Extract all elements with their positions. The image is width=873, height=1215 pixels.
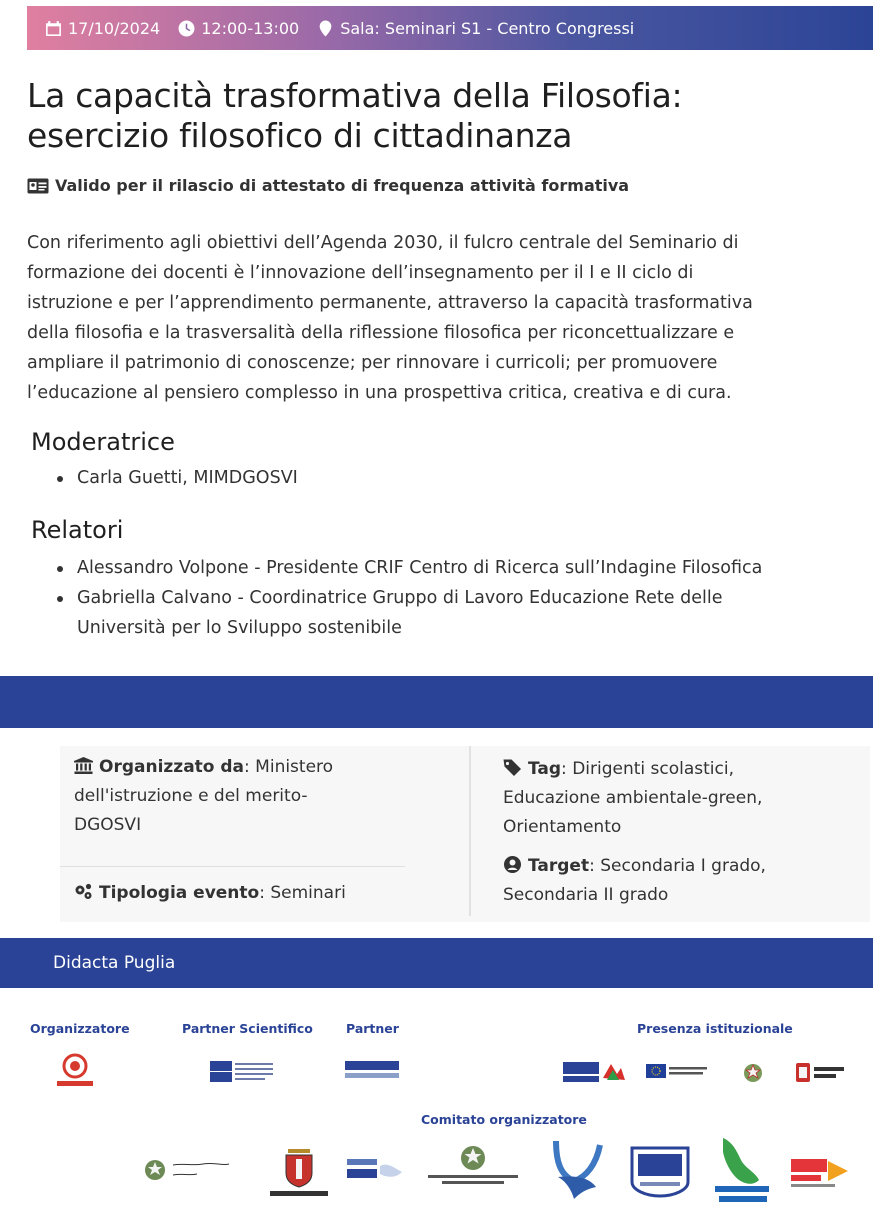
id-card-icon — [27, 178, 49, 194]
moderatrice-list — [55, 463, 855, 493]
citta-di-bari-logo — [268, 1143, 330, 1201]
scientific-partner-label: Partner Scientifico — [182, 1021, 313, 1036]
indire-logo — [210, 1059, 276, 1085]
committee-label: Comitato organizzatore — [421, 1112, 587, 1127]
eu-cofinanced-logo — [646, 1064, 708, 1080]
ministero-istruzione-logo — [143, 1156, 231, 1186]
institution-icon — [74, 757, 93, 774]
tag-icon — [503, 759, 522, 776]
usr-logo-1 — [550, 1137, 606, 1203]
section-divider-bar — [0, 676, 873, 728]
divider — [60, 866, 405, 867]
relatori-heading: Relatori — [31, 516, 124, 544]
list-item: Carla Guetti, MIMDGOSVI — [55, 463, 855, 493]
clock-icon — [178, 20, 195, 37]
event-date: 17/10/2024 — [45, 19, 160, 38]
coesione-italia-logo — [563, 1060, 625, 1084]
page-title: La capacità trasformativa della Filosofia: esercizio filosofico di cittadinanza — [27, 76, 683, 155]
target-info: Target: Secondaria I grado, Secondaria II grado — [503, 856, 766, 905]
event-details-box — [60, 746, 870, 922]
firenze-fiera-logo — [55, 1052, 95, 1090]
usr-campania-logo — [424, 1144, 522, 1186]
footer-brand[interactable]: Didacta Puglia — [53, 953, 176, 973]
moderatrice-heading: Moderatrice — [31, 428, 175, 456]
event-time: 12:00-13:00 — [178, 19, 299, 38]
gears-icon — [74, 883, 93, 900]
user-circle-icon — [503, 856, 522, 873]
italian-republic-emblem — [742, 1061, 764, 1085]
list-item: Gabriella Calvano - Coordinatrice Gruppo di Lavoro Educazione Rete delle Università per lo Sviluppo sostenibile — [55, 583, 855, 643]
organizer-info: Organizzato da: Ministero dell'istruzione e del merito- DGOSVI — [74, 757, 334, 835]
usr-logo-2 — [630, 1146, 690, 1198]
calendar-icon — [45, 20, 62, 37]
event-type-info: Tipologia evento: Seminari — [74, 879, 404, 908]
divider — [469, 746, 471, 916]
usr-sicilia-logo — [790, 1155, 852, 1189]
tag-info: Tag: Dirigenti scolastici, Educazione ambientale-green, Orientamento — [503, 759, 763, 837]
didacta-logo — [345, 1059, 401, 1083]
event-info-bar — [27, 6, 873, 50]
regione-puglia-logo — [795, 1061, 847, 1085]
institutional-presence-label: Presenza istituzionale — [637, 1021, 793, 1036]
footer-bar — [0, 938, 873, 988]
certificate-notice: Valido per il rilascio di attestato di frequenza attività formativa — [27, 176, 629, 195]
partner-label: Partner — [346, 1021, 399, 1036]
relatori-list — [55, 553, 855, 643]
event-venue: Sala: Seminari S1 - Centro Congressi — [317, 19, 634, 38]
usr-puglia-logo — [346, 1156, 404, 1184]
usr-calabria-logo — [711, 1134, 773, 1204]
map-pin-icon — [317, 20, 334, 37]
list-item: Alessandro Volpone - Presidente CRIF Centro di Ricerca sull’Indagine Filosofica — [55, 553, 855, 583]
organizer-label: Organizzatore — [30, 1021, 130, 1036]
event-description: Con riferimento agli obiettivi dell’Agenda 2030, il fulcro centrale del Seminario di formazione dei docenti è l’innovazione dell’insegnamento per il I e II ciclo di istruzione e per l’apprendimento permanente, attraverso la capacità trasformativa della filosofia e la trasversalità della riflessione filosofica per riconcettualizzare e ampliare il patrimonio di conoscenze; per rinnovare i curricoli; per promuovere l’educazione al pensiero complesso in una prospettiva critica, creativa e di cura. — [27, 233, 753, 403]
